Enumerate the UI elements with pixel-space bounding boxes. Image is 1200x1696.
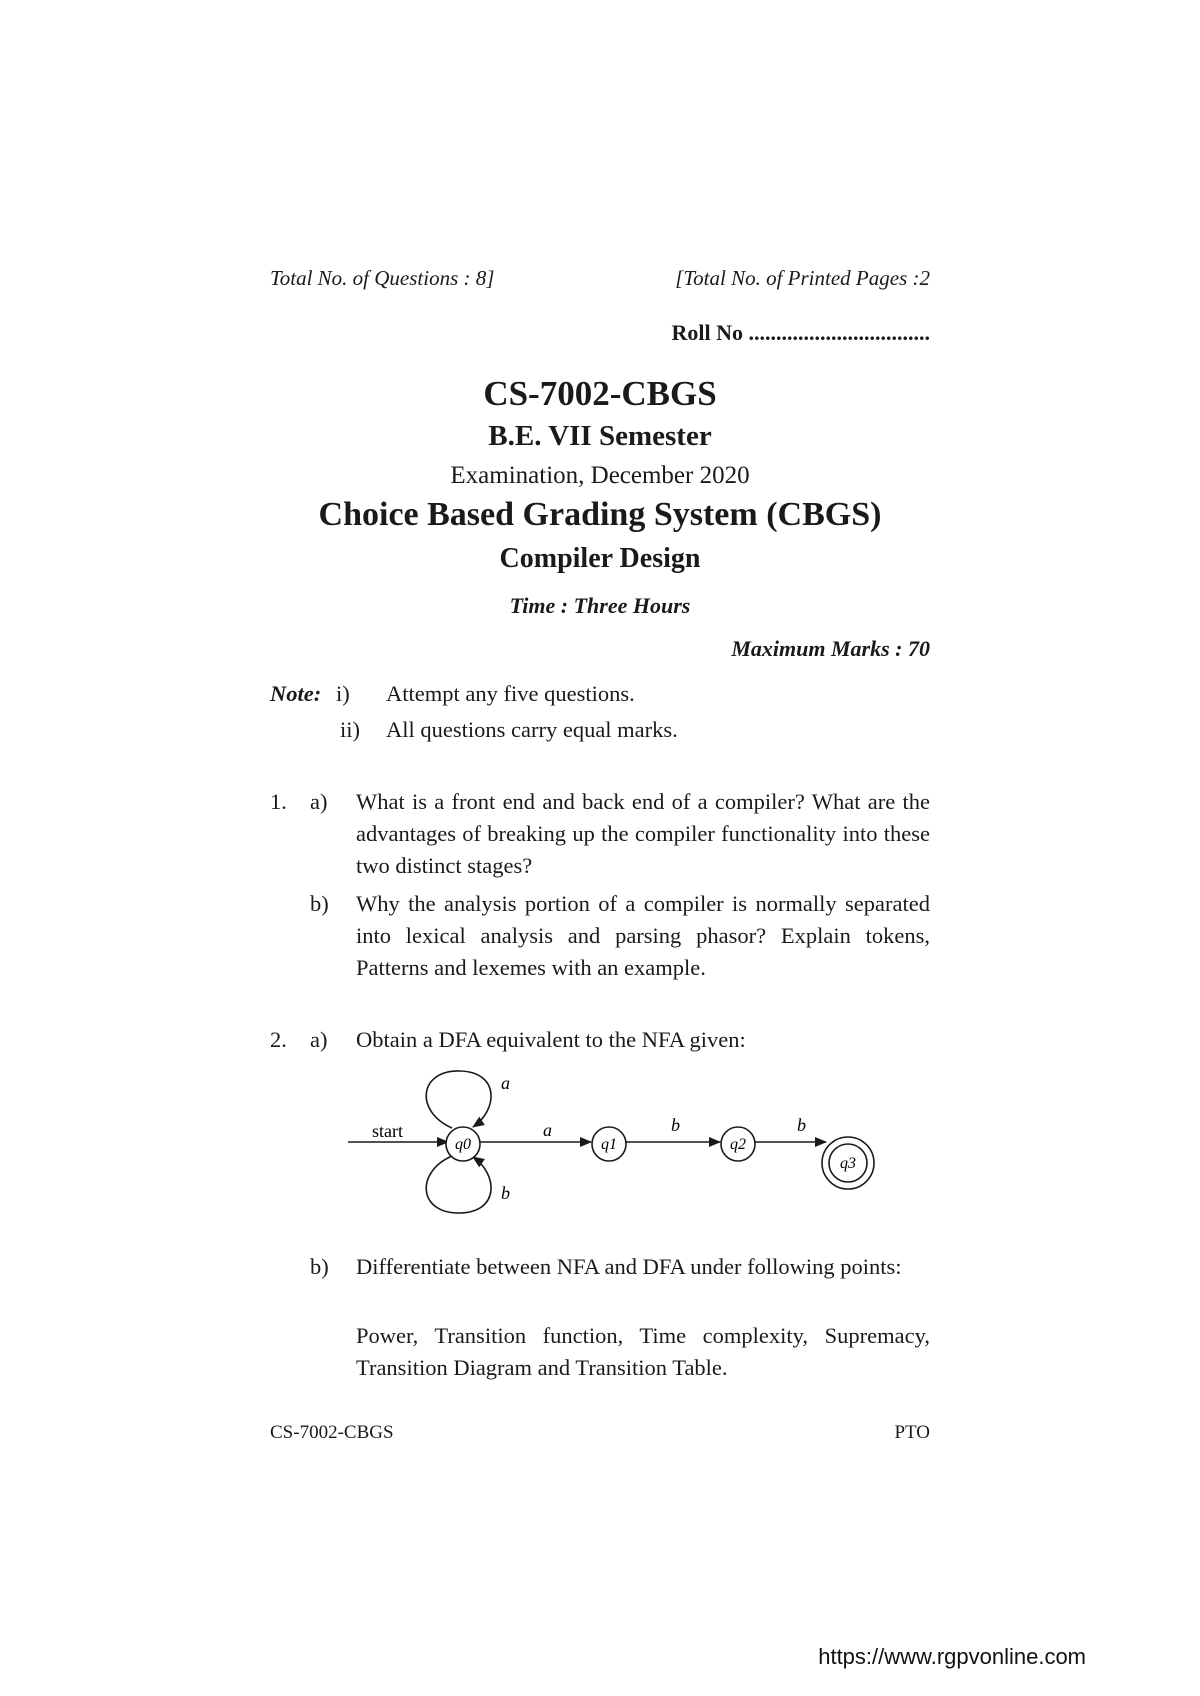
start-label: start [372, 1121, 403, 1141]
grading-system: Choice Based Grading System (CBGS) [318, 496, 882, 533]
part-label: b) [310, 891, 329, 916]
edge-label: b [501, 1183, 510, 1203]
state-label: q3 [840, 1155, 856, 1172]
paper-code: CS-7002-CBGS [483, 374, 717, 413]
note-label: Note: [270, 681, 322, 706]
self-loop-a [426, 1071, 491, 1128]
total-questions: Total No. of Questions : 8] [270, 266, 495, 290]
edge-label: a [501, 1073, 510, 1093]
question-number: 2. [270, 1027, 287, 1052]
examination: Examination, December 2020 [450, 462, 750, 489]
roll-no: Roll No ................................. [671, 320, 930, 345]
total-pages: [Total No. of Printed Pages :2 [675, 266, 930, 290]
edge-label: a [543, 1120, 552, 1140]
state-label: q0 [455, 1136, 471, 1153]
max-marks: Maximum Marks : 70 [731, 636, 930, 661]
part-label: b) [310, 1254, 329, 1279]
question-text: What is a front end and back end of a compiler? What are the advantages of breaking up the compiler functionality into these two distinct stages? [356, 789, 930, 878]
part-label: a) [310, 1027, 328, 1052]
time: Time : Three Hours [509, 593, 691, 618]
subject: Compiler Design [499, 543, 701, 574]
semester: B.E. VII Semester [488, 420, 712, 452]
edge-label: b [671, 1115, 680, 1135]
self-loop-b [426, 1156, 491, 1213]
note-item-num: ii) [340, 717, 360, 742]
footer-pto: PTO [894, 1422, 930, 1443]
note-item-num: i) [336, 681, 350, 706]
edge-label: b [797, 1115, 806, 1135]
part-label: a) [310, 789, 328, 814]
question-number: 1. [270, 789, 287, 814]
question-text: Differentiate between NFA and DFA under following points: [356, 1254, 902, 1279]
footer-code: CS-7002-CBGS [270, 1422, 394, 1443]
state-label: q1 [601, 1136, 617, 1153]
note-item-text: All questions carry equal marks. [386, 717, 678, 742]
source-url[interactable]: https://www.rgpvonline.com [818, 1644, 1086, 1669]
question-text: Obtain a DFA equivalent to the NFA given: [356, 1027, 746, 1052]
note-item-text: Attempt any five questions. [386, 681, 635, 706]
state-label: q2 [730, 1136, 746, 1153]
question-text-extra: Power, Transition function, Time complexity, Supremacy, Transition Diagram and Transition Table. [356, 1323, 930, 1380]
question-text: Why the analysis portion of a compiler is normally separated into lexical analysis and parsing phasor? Explain tokens, Patterns and lexemes with an example. [356, 891, 930, 980]
